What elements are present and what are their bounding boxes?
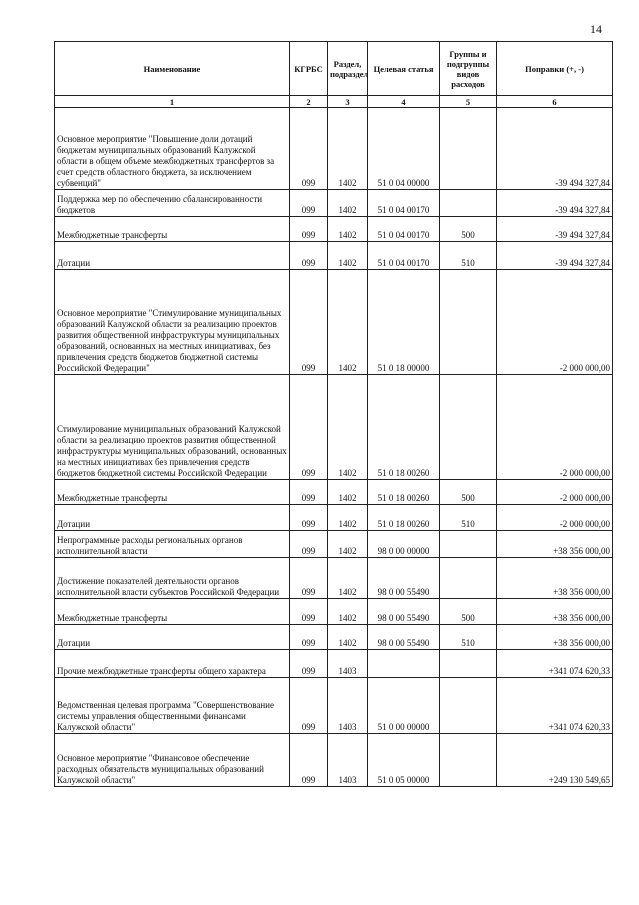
row-expense-group <box>440 531 497 558</box>
column-number: 3 <box>328 96 368 108</box>
row-target-article: 51 0 05 00000 <box>368 734 440 787</box>
header-row <box>55 42 613 96</box>
row-kgrbs: 099 <box>290 558 328 599</box>
table-row <box>55 270 613 375</box>
row-amount: -39 494 327,84 <box>497 242 613 270</box>
row-name: Дотации <box>55 625 290 650</box>
row-kgrbs: 099 <box>290 734 328 787</box>
table-row <box>55 599 613 625</box>
row-razdel: 1402 <box>328 375 368 480</box>
row-name: Поддержка мер по обеспечению сбалансированности бюджетов <box>55 190 290 217</box>
row-kgrbs: 099 <box>290 217 328 242</box>
row-name: Дотации <box>55 505 290 531</box>
table-row <box>55 650 613 678</box>
row-amount: -39 494 327,84 <box>497 108 613 190</box>
row-razdel: 1402 <box>328 625 368 650</box>
column-number: 1 <box>55 96 290 108</box>
row-name: Межбюджетные трансферты <box>55 480 290 505</box>
row-expense-group <box>440 734 497 787</box>
header-name: Наименование <box>55 42 290 96</box>
row-razdel: 1402 <box>328 217 368 242</box>
row-amount: +38 356 000,00 <box>497 558 613 599</box>
row-target-article: 51 0 00 00000 <box>368 678 440 734</box>
row-target-article: 51 0 18 00260 <box>368 480 440 505</box>
row-razdel: 1402 <box>328 531 368 558</box>
row-target-article: 51 0 18 00000 <box>368 270 440 375</box>
row-kgrbs: 099 <box>290 480 328 505</box>
table-row <box>55 480 613 505</box>
row-target-article: 98 0 00 55490 <box>368 625 440 650</box>
row-kgrbs: 099 <box>290 190 328 217</box>
row-kgrbs: 099 <box>290 650 328 678</box>
table-row <box>55 108 613 190</box>
header-amendments: Поправки (+, -) <box>497 42 613 96</box>
row-razdel: 1403 <box>328 734 368 787</box>
row-expense-group <box>440 558 497 599</box>
row-kgrbs: 099 <box>290 531 328 558</box>
row-kgrbs: 099 <box>290 375 328 480</box>
table-row <box>55 217 613 242</box>
row-razdel: 1402 <box>328 270 368 375</box>
row-target-article: 51 0 04 00170 <box>368 217 440 242</box>
row-amount: -39 494 327,84 <box>497 217 613 242</box>
row-kgrbs: 099 <box>290 678 328 734</box>
row-kgrbs: 099 <box>290 599 328 625</box>
row-name: Межбюджетные трансферты <box>55 217 290 242</box>
row-kgrbs: 099 <box>290 270 328 375</box>
row-target-article <box>368 650 440 678</box>
row-expense-group: 500 <box>440 480 497 505</box>
header-target-article: Целевая статья <box>368 42 440 96</box>
row-expense-group: 500 <box>440 217 497 242</box>
row-name: Основное мероприятие "Финансовое обеспечение расходных обязательств муниципальных образований Калужской области" <box>55 734 290 787</box>
row-target-article: 51 0 04 00170 <box>368 190 440 217</box>
row-expense-group: 500 <box>440 599 497 625</box>
header-kgrbs: КГРБС <box>290 42 328 96</box>
row-razdel: 1403 <box>328 678 368 734</box>
row-kgrbs: 099 <box>290 108 328 190</box>
row-amount: +341 074 620,33 <box>497 678 613 734</box>
row-expense-group <box>440 190 497 217</box>
row-amount: +249 130 549,65 <box>497 734 613 787</box>
table-row <box>55 558 613 599</box>
row-expense-group: 510 <box>440 505 497 531</box>
row-name: Стимулирование муниципальных образований Калужской области за реализацию проектов развития общественной инфраструктуры муниципальных образований, основанных на местных инициативах без привлечения средств бюджетов бюджетной системы Российской Федерации <box>55 375 290 480</box>
row-target-article: 51 0 18 00260 <box>368 375 440 480</box>
row-amount: +341 074 620,33 <box>497 650 613 678</box>
row-amount: -2 000 000,00 <box>497 480 613 505</box>
row-kgrbs: 099 <box>290 625 328 650</box>
table-row <box>55 678 613 734</box>
column-number: 5 <box>440 96 497 108</box>
table-row <box>55 375 613 480</box>
column-number: 2 <box>290 96 328 108</box>
row-target-article: 98 0 00 00000 <box>368 531 440 558</box>
table-row <box>55 625 613 650</box>
row-expense-group: 510 <box>440 625 497 650</box>
row-name: Достижение показателей деятельности органов исполнительной власти субъектов Российской Федерации <box>55 558 290 599</box>
row-target-article: 98 0 00 55490 <box>368 599 440 625</box>
row-expense-group <box>440 270 497 375</box>
column-number-row <box>55 96 613 108</box>
table-row <box>55 531 613 558</box>
row-name: Межбюджетные трансферты <box>55 599 290 625</box>
row-amount: -2 000 000,00 <box>497 375 613 480</box>
row-expense-group <box>440 375 497 480</box>
table-row <box>55 190 613 217</box>
row-expense-group <box>440 108 497 190</box>
row-target-article: 51 0 18 00260 <box>368 505 440 531</box>
row-kgrbs: 099 <box>290 505 328 531</box>
row-name: Основное мероприятие "Стимулирование муниципальных образований Калужской области за реализацию проектов развития общественной инфраструктуры муниципальных образований, основанных на местных инициативах, без привлечения средств бюджетов бюджетной системы Российской Федерации" <box>55 270 290 375</box>
budget-amendments-table <box>54 41 613 787</box>
row-razdel: 1402 <box>328 558 368 599</box>
row-kgrbs: 099 <box>290 242 328 270</box>
row-target-article: 98 0 00 55490 <box>368 558 440 599</box>
row-amount: -39 494 327,84 <box>497 190 613 217</box>
row-target-article: 51 0 04 00000 <box>368 108 440 190</box>
page-number: 14 <box>590 22 602 36</box>
row-name: Дотации <box>55 242 290 270</box>
row-razdel: 1402 <box>328 190 368 217</box>
table-row <box>55 242 613 270</box>
row-amount: -2 000 000,00 <box>497 270 613 375</box>
row-expense-group <box>440 678 497 734</box>
header-expense-groups: Группы и подгруппы видов расходов <box>440 42 497 96</box>
row-amount: +38 356 000,00 <box>497 531 613 558</box>
table-row <box>55 734 613 787</box>
row-razdel: 1402 <box>328 599 368 625</box>
row-razdel: 1402 <box>328 505 368 531</box>
table-row <box>55 505 613 531</box>
row-name: Непрограммные расходы региональных органов исполнительной власти <box>55 531 290 558</box>
row-razdel: 1402 <box>328 242 368 270</box>
row-amount: +38 356 000,00 <box>497 599 613 625</box>
row-expense-group: 510 <box>440 242 497 270</box>
row-razdel: 1403 <box>328 650 368 678</box>
column-number: 6 <box>497 96 613 108</box>
row-amount: +38 356 000,00 <box>497 625 613 650</box>
row-target-article: 51 0 04 00170 <box>368 242 440 270</box>
row-razdel: 1402 <box>328 108 368 190</box>
row-name: Ведомственная целевая программа "Совершенствование системы управления общественными финансами Калужской области" <box>55 678 290 734</box>
column-number: 4 <box>368 96 440 108</box>
row-amount: -2 000 000,00 <box>497 505 613 531</box>
row-name: Прочие межбюджетные трансферты общего характера <box>55 650 290 678</box>
header-razdel: Раздел, подраздел <box>328 42 368 96</box>
row-name: Основное мероприятие "Повышение доли дотаций бюджетам муниципальных образований Калужской области в общем объеме межбюджетных трансфертов за счет средств областного бюджета, за исключением субвенций" <box>55 108 290 190</box>
row-razdel: 1402 <box>328 480 368 505</box>
row-expense-group <box>440 650 497 678</box>
